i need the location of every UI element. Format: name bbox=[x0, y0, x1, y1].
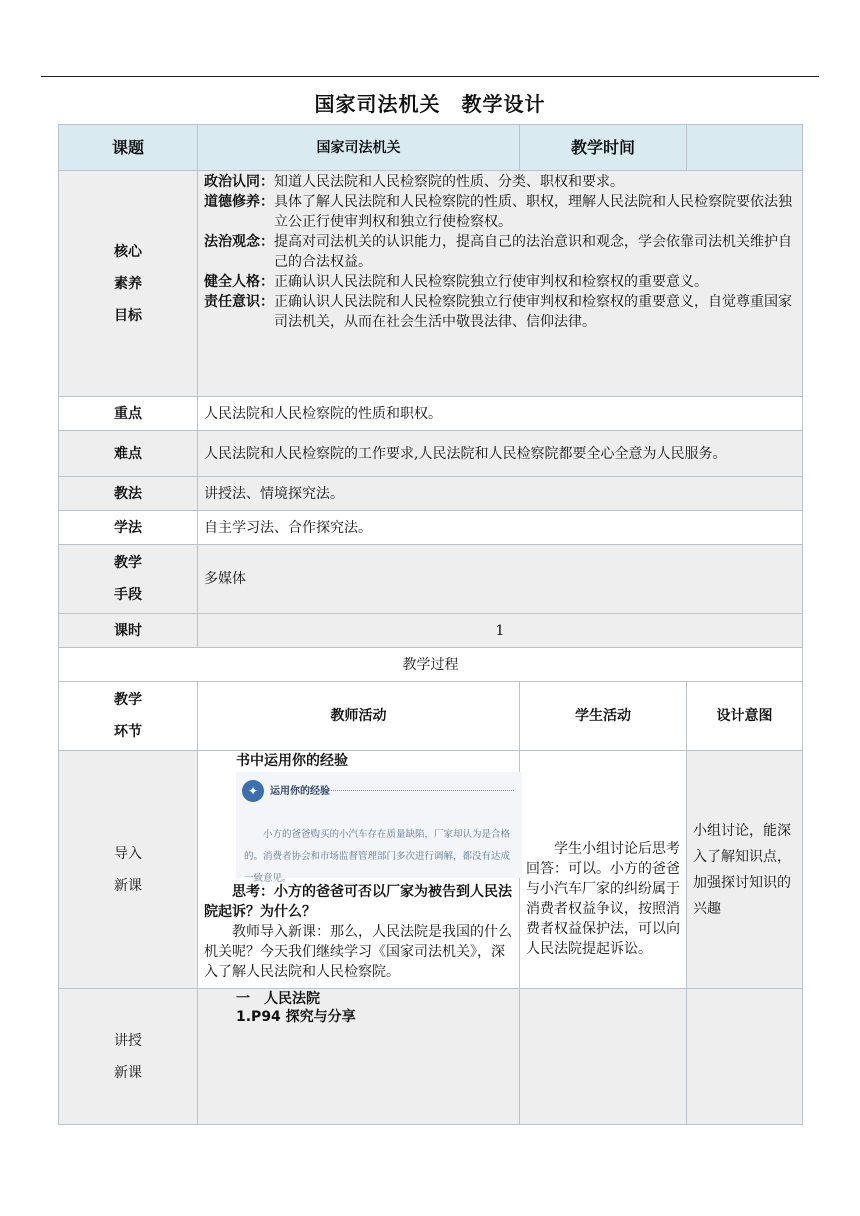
teacher-activity-header: 教师活动 bbox=[198, 682, 520, 751]
difficulty-text: 人民法院和人民检察院的工作要求,人民法院和人民检察院都要全心全意为人民服务。 bbox=[198, 431, 803, 477]
document-title: 国家司法机关 教学设计 bbox=[314, 92, 546, 116]
goal-item: 健全人格： 正确认识人民法院和人民检察院独立行使审判权和检察权的重要意义。 bbox=[204, 274, 708, 290]
teacher-intro-text: 教师导入新课：那么，人民法院是我国的什么机关呢？今天我们继续学习《国家司法机关》，深入了解人民法院和人民检察院。 bbox=[204, 924, 512, 980]
top-rule bbox=[41, 76, 819, 77]
lecture-teacher-activity bbox=[198, 989, 520, 1125]
time-label: 教学时间 bbox=[520, 125, 687, 171]
time-value bbox=[687, 125, 803, 171]
lecture-heading: 一 人民法院 bbox=[236, 991, 320, 1007]
design-intent-header: 设计意图 bbox=[687, 682, 803, 751]
teaching-method-row bbox=[59, 477, 803, 511]
thinking-question: 思考：小方的爸爸可否以厂家为被告到人民法院起诉？为什么？ bbox=[204, 884, 512, 920]
intro-stage: 导入 新课 bbox=[59, 751, 198, 989]
process-title-row bbox=[59, 648, 803, 682]
lightbulb-icon: ✦ bbox=[242, 780, 264, 802]
learning-method-label: 学法 bbox=[59, 511, 198, 545]
learning-method-text: 自主学习法、合作探究法。 bbox=[198, 511, 803, 545]
lecture-stage: 讲授 新课 bbox=[59, 989, 198, 1125]
lecture-subheading: 1.P94 探究与分享 bbox=[236, 1009, 356, 1025]
lecture-student-activity bbox=[520, 989, 687, 1125]
core-goals-content bbox=[198, 171, 803, 397]
intro-student-activity: 学生小组讨论后思考回答：可以。小方的爸爸与小汽车厂家的纠纷属于消费者权益争议，按照消费者权益保护法，可以向人民法院提起诉讼。 bbox=[520, 751, 687, 989]
key-point-row bbox=[59, 397, 803, 431]
core-goals-label: 核心 素养 目标 bbox=[59, 171, 198, 397]
difficulty-label: 难点 bbox=[59, 431, 198, 477]
lecture-design-intent bbox=[687, 989, 803, 1125]
topic-label: 课题 bbox=[59, 125, 198, 171]
goal-item: 政治认同： 知道人民法院和人民检察院的性质、分类、职权和要求。 bbox=[204, 174, 624, 190]
intro-teacher-activity bbox=[198, 751, 520, 989]
teaching-method-label: 教法 bbox=[59, 477, 198, 511]
goal-item: 法治观念： 提高对司法机关的认识能力，提高自己的法治意识和观念，学会依靠司法机关维护自己的合法权益。 bbox=[204, 234, 792, 270]
intro-design-intent: 小组讨论，能深入了解知识点，加强探讨知识的兴趣 bbox=[687, 751, 803, 989]
difficulty-row bbox=[59, 431, 803, 477]
periods-row bbox=[59, 614, 803, 648]
key-point-text: 人民法院和人民检察院的性质和职权。 bbox=[198, 397, 803, 431]
core-goals-row bbox=[59, 171, 803, 397]
teaching-means-row bbox=[59, 545, 803, 614]
teaching-method-text: 讲授法、情境探究法。 bbox=[198, 477, 803, 511]
key-point-label: 重点 bbox=[59, 397, 198, 431]
topic-value: 国家司法机关 bbox=[198, 125, 520, 171]
intro-row bbox=[59, 751, 803, 989]
teaching-means-text: 多媒体 bbox=[198, 545, 803, 614]
process-header-row bbox=[59, 682, 803, 751]
goal-item: 道德修养： 具体了解人民法院和人民检察院的性质、职权，理解人民法院和人民检察院要依法独立公正行使审判权和独立行使检察权。 bbox=[204, 194, 792, 230]
process-title: 教学过程 bbox=[59, 648, 803, 682]
periods-label: 课时 bbox=[59, 614, 198, 648]
header-row bbox=[59, 125, 803, 171]
stage-header: 教学 环节 bbox=[59, 682, 198, 751]
lecture-row bbox=[59, 989, 803, 1125]
goal-item: 责任意识： 正确认识人民法院和人民检察院独立行使审判权和检察权的重要意义，自觉尊重国家司法机关，从而在社会生活中敬畏法律、信仰法律。 bbox=[204, 294, 792, 330]
section-title: 书中运用你的经验 bbox=[236, 753, 348, 769]
student-activity-header: 学生活动 bbox=[520, 682, 687, 751]
periods-value: 1 bbox=[198, 614, 803, 648]
teaching-means-label: 教学 手段 bbox=[59, 545, 198, 614]
lesson-plan-table bbox=[58, 124, 803, 1125]
learning-method-row bbox=[59, 511, 803, 545]
textbook-excerpt-image: ✦ 运用你的经验 小方的爸爸购买的小汽车存在质量缺陷，厂家却认为是合格的。消费者协会和市场监督管理部门多次进行调解，都没有达成一致意见。 bbox=[236, 772, 522, 878]
